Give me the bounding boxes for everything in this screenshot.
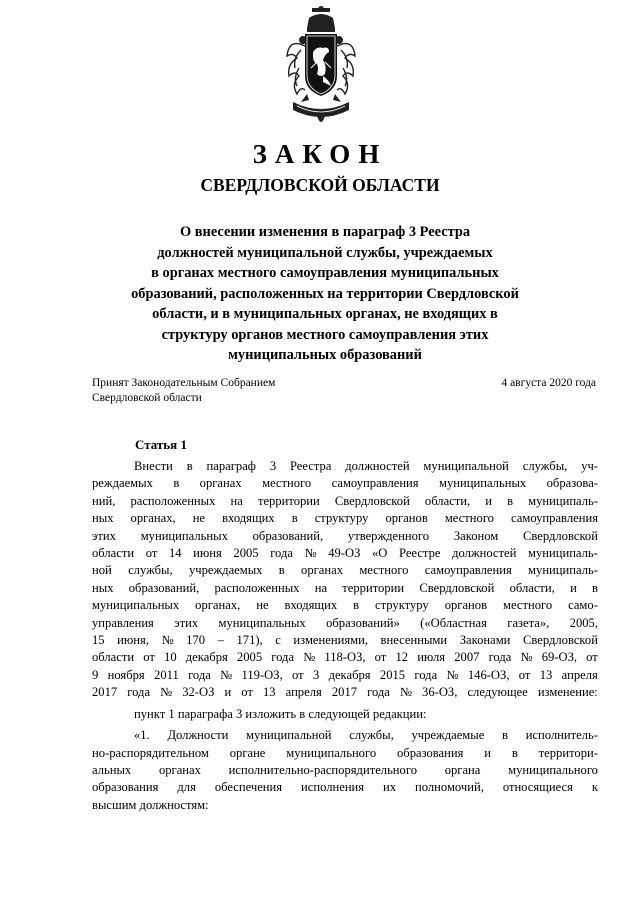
article-body	[92, 458, 598, 814]
text-line: ной службы, учреждаемых в органах местного самоуправления муниципаль-	[92, 563, 598, 578]
adoption-body-line: Свердловской области	[92, 392, 202, 404]
text-line: муниципальных органах, не входящих в структуру органов местного само-	[92, 598, 598, 613]
text-line: этих муниципальных образований, утвержденного Законом Свердловской	[92, 528, 598, 543]
region-name: СВЕРДЛОВСКОЙ ОБЛАСТИ	[200, 175, 440, 195]
text-line: Внести в параграф 3 Реестра должностей муниципальной службы, уч-	[134, 459, 598, 473]
paragraph-amendment	[92, 458, 598, 702]
text-line: высшим должностям:	[92, 797, 209, 812]
text-line: ных образований, расположенных на территории Свердловской области, и в	[92, 580, 598, 595]
subject-line: образований, расположенных на территории Свердловской	[131, 285, 519, 302]
text-line: ний, расположенных на территории Свердловской области, и в муниципаль-	[92, 493, 598, 508]
paragraph-new-wording	[92, 727, 598, 814]
adoption-date: 4 августа 2020 года	[501, 377, 596, 389]
adoption-body-line: Принят Законодательным Собранием	[92, 377, 276, 389]
text-line: области от 14 июня 2005 года № 49-ОЗ «О Реестре должностей муниципаль-	[92, 546, 598, 561]
subject-line: в органах местного самоуправления муниципальных	[151, 265, 499, 281]
paragraph-instruction: пункт 1 параграфа 3 изложить в следующей редакции:	[134, 706, 427, 721]
adoption-body	[92, 376, 275, 406]
text-line: ных органах, не входящих в структуру органов местного самоуправления	[92, 511, 598, 526]
law-subject	[90, 222, 560, 366]
law-title: ЗАКОН	[252, 139, 388, 169]
text-line: 2017 года № 32-ОЗ и от 13 апреля 2017 года № 36-ОЗ, следующее изменение:	[92, 685, 598, 700]
text-line: альных органах исполнительно-распорядительного органа муниципального	[92, 762, 598, 777]
subject-line: муниципальных образований	[228, 347, 422, 363]
text-line: но-распорядительном органе муниципального образования и в территори-	[92, 745, 598, 760]
text-line: образования для обеспечения исполнения их полномочий, относящиеся к	[92, 780, 598, 795]
coat-of-arms-emblem	[283, 6, 359, 132]
subject-line: области, и в муниципальных органах, не входящих в	[152, 306, 498, 322]
subject-line: должностей муниципальной службы, учреждаемых	[157, 244, 493, 261]
text-line: «1. Должности муниципальной службы, учреждаемые в исполнитель-	[134, 728, 598, 743]
text-line: реждаемых в органах местного самоуправления муниципальных образова-	[92, 476, 598, 491]
subject-line: структуру органов местного самоуправления этих	[161, 326, 489, 343]
text-line: 15 июня, № 170 – 171), с изменениями, внесенными Законами Свердловской	[92, 633, 598, 648]
text-line: области от 10 декабря 2005 года № 118-ОЗ, от 12 июля 2007 года № 69-ОЗ, от	[92, 650, 598, 665]
article-heading: Статья 1	[135, 437, 187, 452]
subject-line: О внесении изменения в параграф 3 Реестра	[179, 224, 471, 240]
text-line: 9 ноября 2011 года № 119-ОЗ, от 3 декабря 2015 года № 146-ОЗ, от 13 апреля	[92, 667, 598, 682]
text-line: управления этих муниципальных образований» («Областная газета», 2005,	[92, 615, 598, 630]
